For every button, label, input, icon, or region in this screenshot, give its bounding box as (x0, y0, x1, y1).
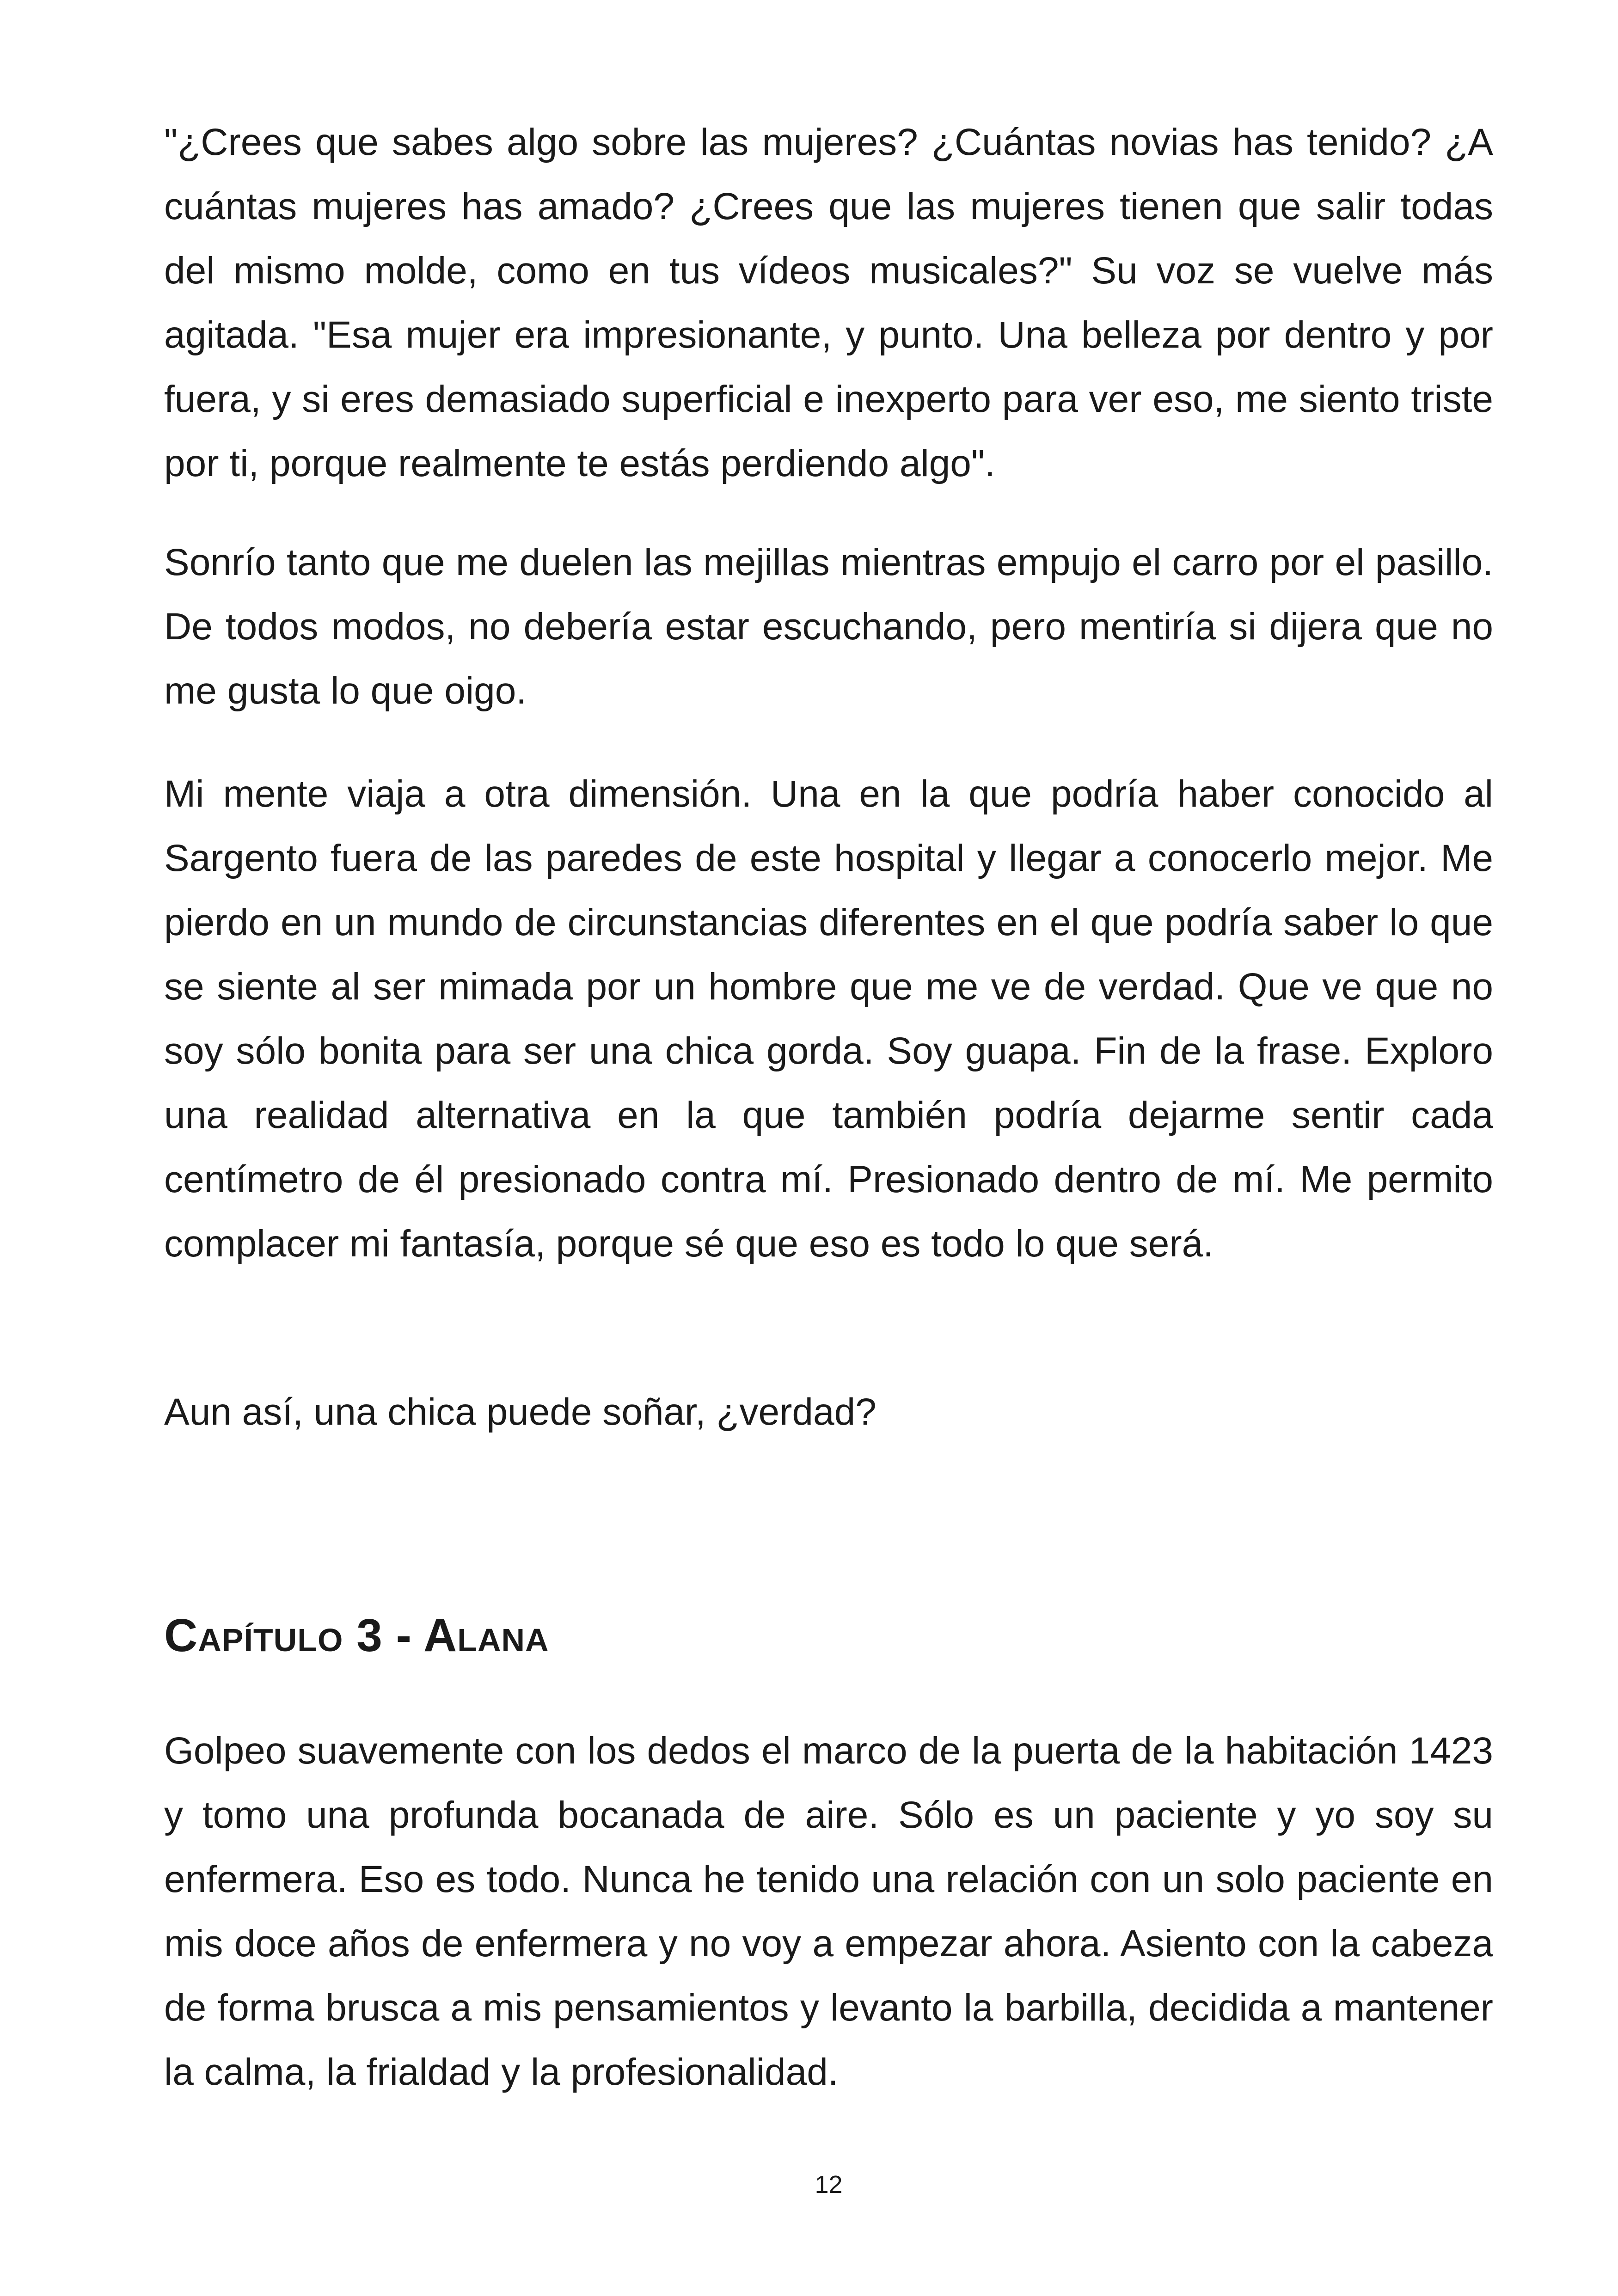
page-number: 12 (815, 2171, 843, 2198)
chapter-title: Capítulo 3 - Alana (164, 1610, 549, 1661)
paragraph-1: "¿Crees que sabes algo sobre las mujeres? ¿Cuántas novias has tenido? ¿A cuántas mujeres has amado? ¿Crees que las mujeres tienen que salir todas del mismo molde, como en tus vídeos musicales?" Su voz se vuelve más agitada. "Esa mujer era impresionante, y punto. Una belleza por dentro y por fuera, y si eres demasiado superficial e inexperto para ver eso, me siento triste por ti, porque realmente te estás perdiendo algo". (164, 121, 1493, 484)
paragraph-3: Mi mente viaja a otra dimensión. Una en la que podría haber conocido al Sargento fuera de las paredes de este hospital y llegar a conocerlo mejor. Me pierdo en un mundo de circunstancias diferentes en el que podría saber lo que se siente al ser mimada por un hombre que me ve de verdad. Que ve que no soy sólo bonita para ser una chica gorda. Soy guapa. Fin de la frase. Exploro una realidad alternativa en la que también podría dejarme sentir cada centímetro de él presionado contra mí. Presionado dentro de mí. Me permito complacer mi fantasía, porque sé que eso es todo lo que será. (164, 773, 1493, 1265)
paragraph-5: Golpeo suavemente con los dedos el marco de la puerta de la habitación 1423 y tomo una profunda bocanada de aire. Sólo es un paciente y yo soy su enfermera. Eso es todo. Nunca he tenido una relación con un solo paciente en mis doce años de enfermera y no voy a empezar ahora. Asiento con la cabeza de forma brusca a mis pensamientos y levanto la barbilla, decidida a mantener la calma, la frialdad y la profesionalidad. (164, 1730, 1493, 2093)
document-page (164, 0, 1493, 2296)
paragraph-4: Aun así, una chica puede soñar, ¿verdad? (164, 1391, 876, 1433)
paragraph-2: Sonrío tanto que me duelen las mejillas mientras empujo el carro por el pasillo. De todos modos, no debería estar escuchando, pero mentiría si dijera que no me gusta lo que oigo. (164, 541, 1493, 712)
